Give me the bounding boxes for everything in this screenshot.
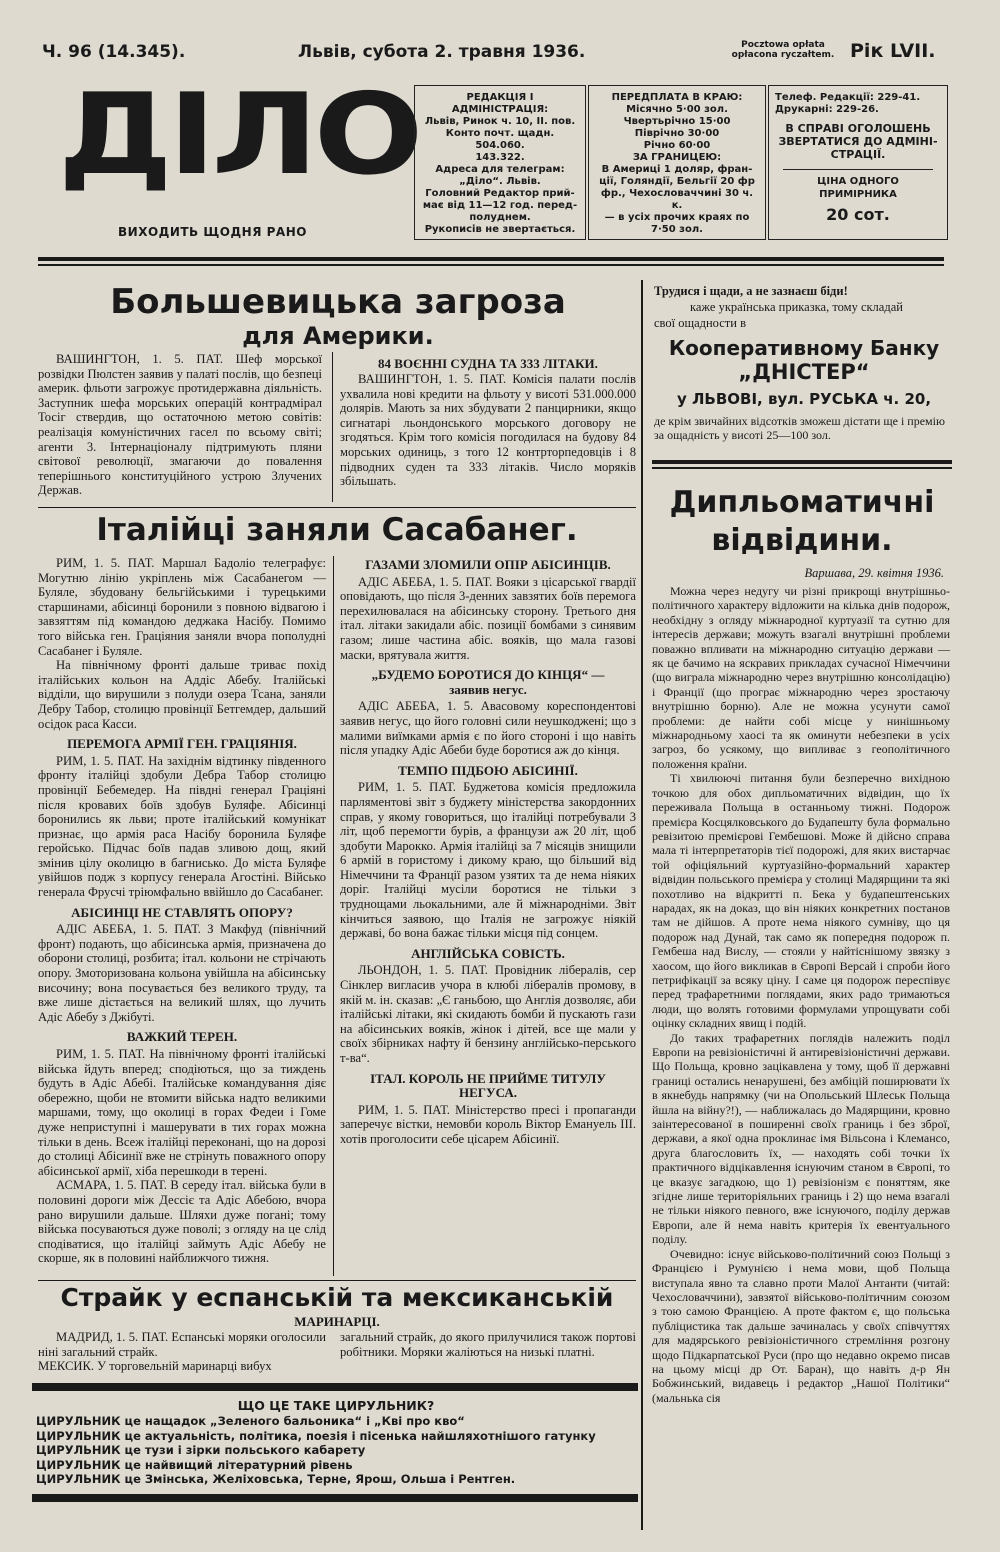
headline-bolshevik: Большевицька загроза [110, 282, 566, 322]
bank-address: у ЛЬВОВІ, вул. РУСЬКА ч. 20, [676, 390, 932, 408]
barber-question: ЩО ЦЕ ТАКЕ ЦИРУЛЬНИК? [237, 1398, 435, 1413]
subhead-resistance: АБІСИНЦІ НЕ СТАВЛЯТЬ ОПОРУ? [71, 904, 293, 920]
italy-p8: АДІС АБЕБА, 1. 5. Авасовому кореспондентові заявив негус, що його головні сили неушкоджені; що з малими виїмками армія є по його стороні і що навіть після упадку Адіс Абеби буде боротися аж до кінця. [340, 699, 636, 758]
diplomatic-p2: Ті хвилюючі питання були безперечно вихідною точкою для обох дипльоматичних відвідин, що їх переживала Польща в останньому тижні. Подорож премієра Косцялковського до Будапешту була формально ревізитою премієрові Гембешові. Може й дійсно справа мала ті інтерпретаторів тієї подорожі, для яких вистарчає той офіціяльний куртуазійно-формальний характер відвідин польського премієра у столиці Мадярщини та які похотливо на відкритті п. Бека у будапештенських нарадах, як на доказ, що він ніяких конкретних постанов там не дійшов. А проте нема ніякого сумніву, що ця подорож над Дунай, так само як попередня подорож п. Гембеша над Вислу, — стояли у найтіснішому звязку з хаосом, що його викликав в Європі Версай і спроби його петрифікації за всяку ціну. І саме ця подорож переспівує перед трафаретними поглядами, яких радо тримаються люди, що волять готовими формулами упрощувати собі оцінку складних явищ і подій. [652, 771, 950, 1031]
italy-p3: РИМ, 1. 5. ПАТ. На західнім відтинку південного фронту італійці здобули Дебра Табор столицю провінції Бебемедер. На півдні генерал Граціяні після кровавих боїв здобув Буляфе. Абісинці боронились як льви; проте італійський комунікат признає, що армія раса Насібу боронила Буляфе геройсько. Підчас боїв падав зливою дощ, який змінив цілу околицю в багнисько. До міста Буляфе увійшов подж з корпусу генерала Агостіні. Військо генерала Фрусчі тріюмфально ввійшло до Сасабанег. [38, 753, 326, 900]
bolshevik-col1: ВАШИНГТОН, 1. 5. ПАТ. Шеф морської розвідки Пюлстен заявив у палаті послів, що безпеці америк. фльоти загрожує протидержавна діяльність. Заступник шефа морських операцій контрадмірал Тосіг ствердив, що остаточною метою совітів: реалізація комуністичних гасел по всьому світі; агенти 3. Інтернаціоналу підтримують пляни світової революції, змагаючи до повалення теперішнього конституційного устрою Злучених Держав. [38, 352, 322, 498]
subscription-box [588, 85, 766, 240]
barber-line: ЦИРУЛЬНИК це Змінська, Желіховська, Терне, Ярош, Ольша і Рентген. [36, 1472, 516, 1486]
editorial-box [414, 85, 586, 240]
diplomatic-dateline: Варшава, 29. квітня 1936. [804, 566, 944, 580]
bank-name-line1: Кооперативному Банку [668, 336, 940, 360]
subhead-fight: „БУДЕМО БОРОТИСЯ ДО КІНЦЯ“ — [371, 667, 605, 683]
italy-p2: На північному фронті дальше триває похід італійських кольон на Аддіс Абебу. Італійські відділи, що вирушили з полуди озера Тсана, заняли Дебру Табор, столицю провінції Бетгемдер, дальший осідок раса Касси. [38, 658, 326, 731]
issue-number: Ч. 96 (14.345). [42, 42, 186, 62]
barber-line: ЦИРУЛЬНИК це тузи і зірки польського кабарету [36, 1443, 366, 1457]
subhead-terrain: ВАЖКИЙ ТЕРЕН. [126, 1029, 238, 1045]
italy-p10: ЛЬОНДОН, 1. 5. ПАТ. Провідник лібералів, сер Сінклер вигласив учора в клюбі лібералів промову, в якій м. ін. сказав: „Є ганьбою, що Англія дозволяє, аби італійські літаки, які скидають бомби й пускають гази на абісинських вояків, жінок і дітей, все ще мали у своїх збірниках нафту й бензину англійсько-перського т-ва“. [340, 963, 636, 1065]
diplomatic-p3: До таких трафаретних поглядів належить поділ Европи на ревізіоністичні й антиревізіоністичні держави. Що Польща, кровно зацікавлена у тому, щоб її державні границі остались ненарушені, без амбіцій поширювати їх в якнебудь напрямку (чи на Опольський Шлеськ Польща йшла на війну?!), — наближалась до Мадярщини, кровно заінтересованої в поширенні своїх границь і без зброї, держави, а якої одна проклинає імя Вільсона і Клемансо, друга благословить їх, — находять собі точки їх практичного відцікавлення існуючим станом в Європі, то це вказує загадкою, що 1) ревізіонізм є поняттям, яке згідне лише територіяльних границь і 2) що нема взагалі не тільки ніякого певного, вже існуючого, поділу держав Европи, але й нема навіть критерія їх евентуального поділу. [652, 1030, 950, 1247]
diplomatic-p4: Очевидно: існує військово-політичний союз Польщі з Францією і Румунією і нема мови, щоб Польща виступала явно та славно проти Малої Антанти (читай: Чехословаччини), завзятої військово-політичним союзом з тою самою Францією. А проте фактом є, що польська публіцистика так дальше зачиналась у своїх співчуттях для мадярського ревізіоністичного стремління розгону щодо Підкарпатської Руси (про що недавно окремо писав на цьому місці др От. Баран), що навіть д-р Ян Бобжинський, видавець і редактор „Нашої Політики“ (мальнька сія [652, 1246, 950, 1405]
section-rule [38, 1280, 636, 1281]
contact-box [768, 85, 948, 240]
barber-line: ЦИРУЛЬНИК це актуальність, політика, поезія і пісенька найшляхотнішого гатунку [36, 1428, 596, 1443]
price-label: ЦІНА ОДНОГО ПРИМІРНИКА [783, 169, 933, 201]
barber-line: ЦИРУЛЬНИК це нащадок „Зеленого бальоника“ і „Кві про кво“ [36, 1414, 465, 1428]
subhead-warships: 84 ВОЄННІ СУДНА ТА 333 ЛІТАКИ. [378, 356, 598, 371]
subhead-victory: ПЕРЕМОГА АРМІЇ ГЕН. ГРАЦІЯНІЯ. [67, 736, 297, 752]
bolshevik-col2: ВАШИНГТОН, 1. 5. ПАТ. Комісія палати послів ухвалила нові кредити на фльоту у висоті 531.000.000 долярів. Мають за них збудувати 2 панцирники, якщо сигнатарі льондонського морського договору не згодяться. Крім того комісія погодилася на будову 84 морських одиниць, з того 12 контрторпедовців і 8 підводних суден та 333 літаків. Число моряків збільшать. [340, 372, 636, 489]
bank-line2: каже українська приказка, тому складай [690, 300, 903, 314]
tagline: ВИХОДИТЬ ЩОДНЯ РАНО [118, 225, 307, 239]
year-volume: Рік LVII. [850, 40, 936, 62]
bank-footer: де крім звичайних відсотків зможеш дістати ще і премію за ощадність у висоті 25—100 зол. [654, 414, 945, 442]
diplomatic-body [652, 584, 950, 1405]
price: 20 сот. [826, 205, 890, 225]
subhead-tempo: ТЕМПО ПІДБОЮ АБІСИНІЇ. [398, 762, 578, 778]
bank-rule-thin [652, 467, 952, 469]
headline-italy: Італійці заняли Сасабанег. [96, 512, 578, 548]
ad-rule-bottom [32, 1494, 638, 1502]
barber-line: ЦИРУЛЬНИК це найвищий літературний рівень [36, 1457, 353, 1472]
subhead-king: ІТАЛ. КОРОЛЬ НЕ ПРИЙМЕ ТИТУЛУ НЕГУСА. [370, 1070, 606, 1101]
column-divider [332, 352, 333, 502]
italy-p7: АДІС АБЕБА, 1. 5. ПАТ. Вояки з цісарської гвардії оповідають, що після 3-денних завзятих боїв перемога перехилювалася на абісинську сторону. Третього дня італ. літаки закидали абіс. позиції бомбами з синявим газом; лише частина абіс. вояків, що мала газові маски, врятувала життя. [340, 574, 636, 662]
italy-col1 [38, 556, 326, 1266]
bank-rule [652, 460, 952, 464]
dateline: Львів, субота 2. травня 1936. [298, 42, 586, 62]
masthead-rule [38, 257, 944, 261]
ads-note: В СПРАВІ ОГОЛОШЕНЬ ЗВЕРТАТИСЯ ДО АДМІНІ- СТРАЦІЇ. [778, 122, 938, 161]
subhead-english: АНГЛІЙСЬКА СОВІСТЬ. [411, 945, 565, 961]
subheadline-strike: МАРИНАРЦІ. [294, 1314, 380, 1329]
bank-slogan: Трудися і щади, а не зазнаєш біди! [654, 284, 848, 298]
bank-line3: свої ощадности в [654, 316, 746, 330]
barber-list [36, 1414, 638, 1487]
postage-note: Pocztowa opłata opłacona ryczałtem. [731, 40, 835, 60]
column-divider [333, 556, 334, 1276]
newspaper-logo: ДІЛО [58, 70, 419, 200]
italy-p11: РИМ, 1. 5. ПАТ. Міністерство пресі і пропаганди заперечує вістки, немовби король Віктор Емануель III. хотів проголосити себе цісарем Абісинії. [340, 1102, 636, 1146]
subheadline-bolshevik: для Америки. [242, 322, 434, 350]
editorial-info: РЕДАКЦІЯ І АДМІНІСТРАЦІЯ: Львів, Ринок ч. 10, II. пов. Конто почт. щадн. 504.060. 143.322. Адреса для телеграм: „Діло“. Львів. Головний Редактор прий- має від 11—12 год. перед- полуднем. Рукописів не звертається. [422, 92, 578, 235]
diplomatic-p1: Можна через недугу чи різні прикрощі внутрішньо-політичного характеру відложити на кілька днів подорож, необхідну з огляду міжнародної куртуазії та сутню для інтересів держави; можуть взагалі внутрішні проблеми поважно впливати на міжнародню ситуацію держави — як це бачимо на яскравих прикладах сучасної Німеччини (що виграла міжнародню через внутрішню консолідацію) і Франції (що програє міжнародню через зростаючу внутрішню борню). Але не можна усунути самої проблеми: де найти собі місце у нинішньому міжнародньому хаосі та як оминути небезпеки в усіх загроз, бо усякому, що випливає з геополітичного положення країни. [652, 584, 950, 771]
strike-col1: МАДРИД, 1. 5. ПАТ. Еспанські моряки оголосили ніні загальний страйк. МЕКСИК. У торговельній маринарці вибух [38, 1330, 326, 1374]
subhead-gas: ГАЗАМИ ЗЛОМИЛИ ОПІР АБІСИНЦІВ. [365, 557, 611, 572]
phone-numbers: Телеф. Редакції: 229-41. Друкарні: 229-26. [775, 92, 921, 115]
masthead-rule-thin [38, 264, 944, 266]
bank-name-line2: „ДНІСТЕР“ [738, 360, 870, 384]
section-rule [38, 507, 636, 508]
italy-p1: РИМ, 1. 5. ПАТ. Маршал Бадоліо телеграфує: Могутню лінію укріплень між Сасабанегом —Буляле, збудовану бельгійськими і турецькими старшинами, абісинці боронили з повною відвагою і завзяттям під командою деджака Насібу. Помимо того війська ген. Граціяния заняли вчора пополудні Сасабанег і Буляле. [38, 556, 326, 658]
subscription-info: ПЕРЕДПЛАТА В КРАЮ: Місячно 5·00 зол. Чвертьрічно 15·00 Піврічно 30·00 Річно 60·00 ЗА ГРАНИЦЕЮ: В Америці 1 доляр, фран- ції, Голяндії, Бельгії 20 фр фр., Чехословаччині 30 ч. к. — в усіх прочих краях по 7·50 зол. [599, 92, 755, 235]
italy-p9: РИМ, 1. 5. ПАТ. Буджетова комісія предложила парляментові звіт з буджету міністерства закордонних справ, у якому говориться, що італійці потребували 3 літ, щоб перемогти бурів, а французи аж 20 літ, щоб здобути Марокко. Армія італійці за 7 місяців знищили 6 армій в гористому і дикому краю, що більший від Німеччини та Франції разом узятих та де нема ніяких доріг. Італійці мусіли боротися не тільки з труднощами льокальними, але й міжнародніми. Звіт кінчиться заявою, що Італія не загрожує ніякій державі, бо вона бажає тільки місця під сонцем. [340, 780, 636, 941]
ad-rule-top [32, 1383, 638, 1391]
strike-col2: загальний страйк, до якого прилучилися також портові робітники. Моряки жаліються на низькі платні. [340, 1330, 636, 1359]
italy-p5: РИМ, 1. 5. ПАТ. На північному фронті італійські війська йдуть вперед; сподіються, що за тиждень будуть в Адіс Абебі. Італійське командування діяє обережно, щоби не втомити війська надто великими маршами, тому, що околиці в горах Федеи і Гоме дуже неприступні і машерувати в тих горах можна тільки в день. Всеж італійці переконані, що на дорозі до столиці Абісинії вже не стрінуть поважного опору абісинської армії, хіба перешкоди в терені. [38, 1047, 326, 1178]
headline-strike: Страйк у еспанській та мексиканській [60, 1283, 614, 1312]
headline-diplomatic-2: відвідини. [711, 523, 893, 558]
italy-p4: АДІС АБЕБА, 1. 5. ПАТ. З Макфуд (північний фронт) подають, що абісинська армія, призначена до оборони столиці, розбита; італ. кольони не стрічають опору. Змоторизована кольона увійшла на абісинську височину; вона посувається без великого труду, та вже лише дістається на великий шлях, що лучить Адіс Абебу з Джібуті. [38, 922, 326, 1024]
headline-diplomatic-1: Дипльоматичні [669, 485, 935, 520]
italy-col2 [340, 556, 636, 1147]
subhead-fight-2: заявив негус. [449, 681, 527, 697]
italy-p6: АСМАРА, 1. 5. ПАТ. В середу італ. війська були в половині дороги між Дессіє та Адіс Абебою, вчора рано вирушили дальше. Шляхи дуже погані; тому війська посуваються дуже поволі; з огляду на це слід сподіватися, що італійці займуть Адіс Абебу не скорше, як в половині найближчого тижня. [38, 1178, 326, 1266]
column-divider [641, 280, 643, 1530]
